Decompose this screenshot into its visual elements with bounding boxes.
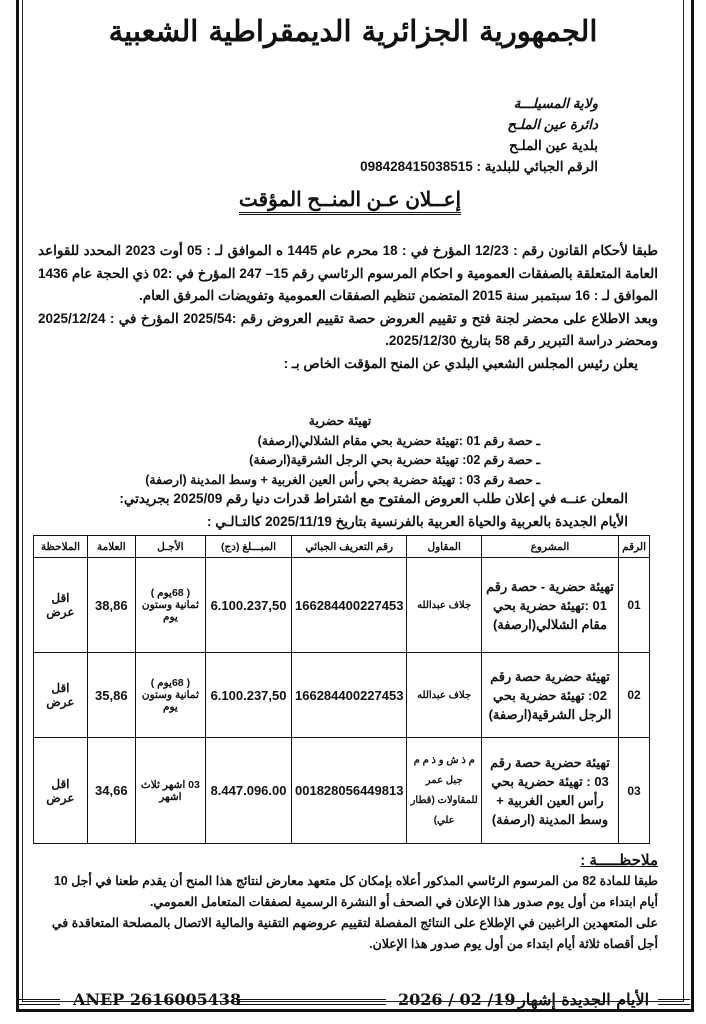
note-heading: ملاحظـــــة : [580,852,658,869]
cell-remark: اقل عرض [34,738,88,844]
commune: بلدية عين الملـح [508,138,598,153]
cell-duration: ( 68يوم ) ثمانية وستون يوم [135,558,205,653]
cell-duration: ( 68يوم ) ثمانية وستون يوم [135,653,205,738]
note-appeal: طبقا للمادة 82 من المرسوم الرئاسي المذكور أعلاه بإمكان كل متعهد معارض لنتائج هذا المنح أن يقدم طعنا في أجل 10 أيام ابتداء من أول يوم صدور هذا الإعلان في الصحف أو النشرة الرسمية لصفقات المتعامل العمومي. [53,874,658,909]
tax-id-label: الرقم الجبائي للبلدية : [476,159,598,174]
col-header: الأجـل [135,536,205,558]
table-row [34,653,650,738]
cell-amount: 6.100.237,50 [206,653,292,738]
wilaya: ولاية المسيلـــة [513,96,598,111]
cell-remark: اقل عرض [34,653,88,738]
lot-item: ـ حصة رقم 03 : تهيئة حضرية بحي رأس العين الغربية + وسط المدينة (ارصفة) [145,472,540,487]
lot-item: ـ حصة رقم 02: تهيئة حضرية بحي الرجل الشرقية(ارصفة) [249,453,540,467]
issuer-header [360,93,598,177]
col-header: رقم التعريف الجبائي [292,536,407,558]
announcement-body [38,240,658,375]
announcement-title-text: إعــلان عـن المنــح المؤقت [239,189,461,215]
announcement-title [200,187,500,212]
document-title: الجمهورية الجزائرية الديمقراطية الشعبية [108,14,598,48]
footer-rule [18,999,60,1005]
project-name: تهيئة حضرية [308,414,372,428]
cell-tax-id: 166284400227453 [292,558,407,653]
col-header: العلامة [87,536,135,558]
col-header: المبـــلغ (دج) [206,536,292,558]
paragraph-newspapers: الأيام الجديدة بالعربية والحياة العربية بالفرنسية بتاريخ 2025/11/19 كالتـالـي : [206,513,628,529]
cell-score: 38,86 [87,558,135,653]
cell-duration: 03 اشهر ثلاث اشهر [135,738,205,844]
cell-amount: 8.447.096.00 [206,738,292,844]
col-header: الرقم [619,536,650,558]
cell-number: 03 [619,738,650,844]
award-table [33,535,650,844]
footer-rule [658,999,690,1005]
cell-tax-id: 001828056449813 [292,738,407,844]
col-header: المقاول [407,536,481,558]
table-row [34,558,650,653]
lot-item: ـ حصة رقم 01 :تهيئة حضرية بحي مقام الشلالي(ارصفة) [257,433,540,448]
tax-id: 098428415038515 [360,159,473,174]
publication-date: 2026 / 02 /19 [398,990,516,1009]
paragraph-review: وبعد الاطلاع على محضر لجنة فتح و تقييم العروض حصة تقييم العروض رقم :2025/54 المؤرخ في : 2025/12/24 ومحضر دراسة التبرير رقم 58 بتاريخ 2025/12/30. [38,310,658,348]
tax-id-line [360,156,598,177]
cell-project: تهيئة حضرية حصة رقم 02: تهيئة حضرية بحي الرجل الشرقية(ارصفة) [481,653,618,738]
table-header-row [34,536,650,558]
cell-remark: اقل عرض [34,558,88,653]
cell-project: تهيئة حضرية حصة رقم 03 : تهيئة حضرية بحي رأس العين الغربية + وسط المدينة (ارصفة) [481,738,618,844]
lots-list [100,412,580,490]
cell-score: 34,66 [87,738,135,844]
daira: دائرة عين الملـح [507,117,598,132]
anep-number: ANEP 2616005438 [73,990,242,1009]
publication-name: الأيام الجديدة إشهار [518,990,650,1009]
announcement-body-2 [38,488,658,533]
table-row [34,738,650,844]
cell-contractor: جلاف عبدالله [407,558,481,653]
col-header: الملاحظة [34,536,88,558]
paragraph-announce: يعلن رئيس المجلس الشعبي البلدي عن المنح المؤقت الخاص بـ : [283,355,638,371]
cell-tax-id: 166284400227453 [292,653,407,738]
cell-amount: 6.100.237,50 [206,558,292,653]
cell-score: 35,86 [87,653,135,738]
col-header: المشروع [481,536,618,558]
cell-number: 02 [619,653,650,738]
note-section [33,850,658,955]
paragraph-reference: المعلن عنــه في إعلان طلب العروض المفتوح مع اشتراط قدرات دنيا رقم 2025/09 بجريدتي: [119,491,628,506]
paragraph-legal-basis: طبقا لأحكام القانون رقم : 12/23 المؤرخ في : 18 محرم عام 1445 ه الموافق لـ : 05 أوت 2023 المحدد للقواعد العامة المتعلقة بالصفقات العمومية و احكام المرسوم الرئاسي رقم 15– 247 المؤرخ في :02 ذي الحجة عام 1436 الموافق لـ : 16 سبتمبر سنة 2015 المتضمن تنظيم الصفقات العمومية وتفويضات المرفق العام. [38,243,659,303]
cell-contractor: جلاف عبدالله [407,653,481,738]
cell-project: تهيئة حضرية - حصة رقم 01 :تهيئة حضرية بحي مقام الشلالي(ارصفة) [481,558,618,653]
footer-rule [236,999,386,1005]
footer [18,990,690,1012]
cell-contractor: م ذ ش و ذ م م جبل عمر للمقاولات (قطار علي) [407,738,481,844]
note-details: على المتعهدين الراغبين في الإطلاع على النتائج المفصلة لتقييم عروضهم التقنية والمالية الاتصال بالمصلحة المتعاقدة في أجل أقصاه ثلاثة أيام ابتداء من أول يوم صدور هذا الإعلان. [51,916,658,951]
cell-number: 01 [619,558,650,653]
